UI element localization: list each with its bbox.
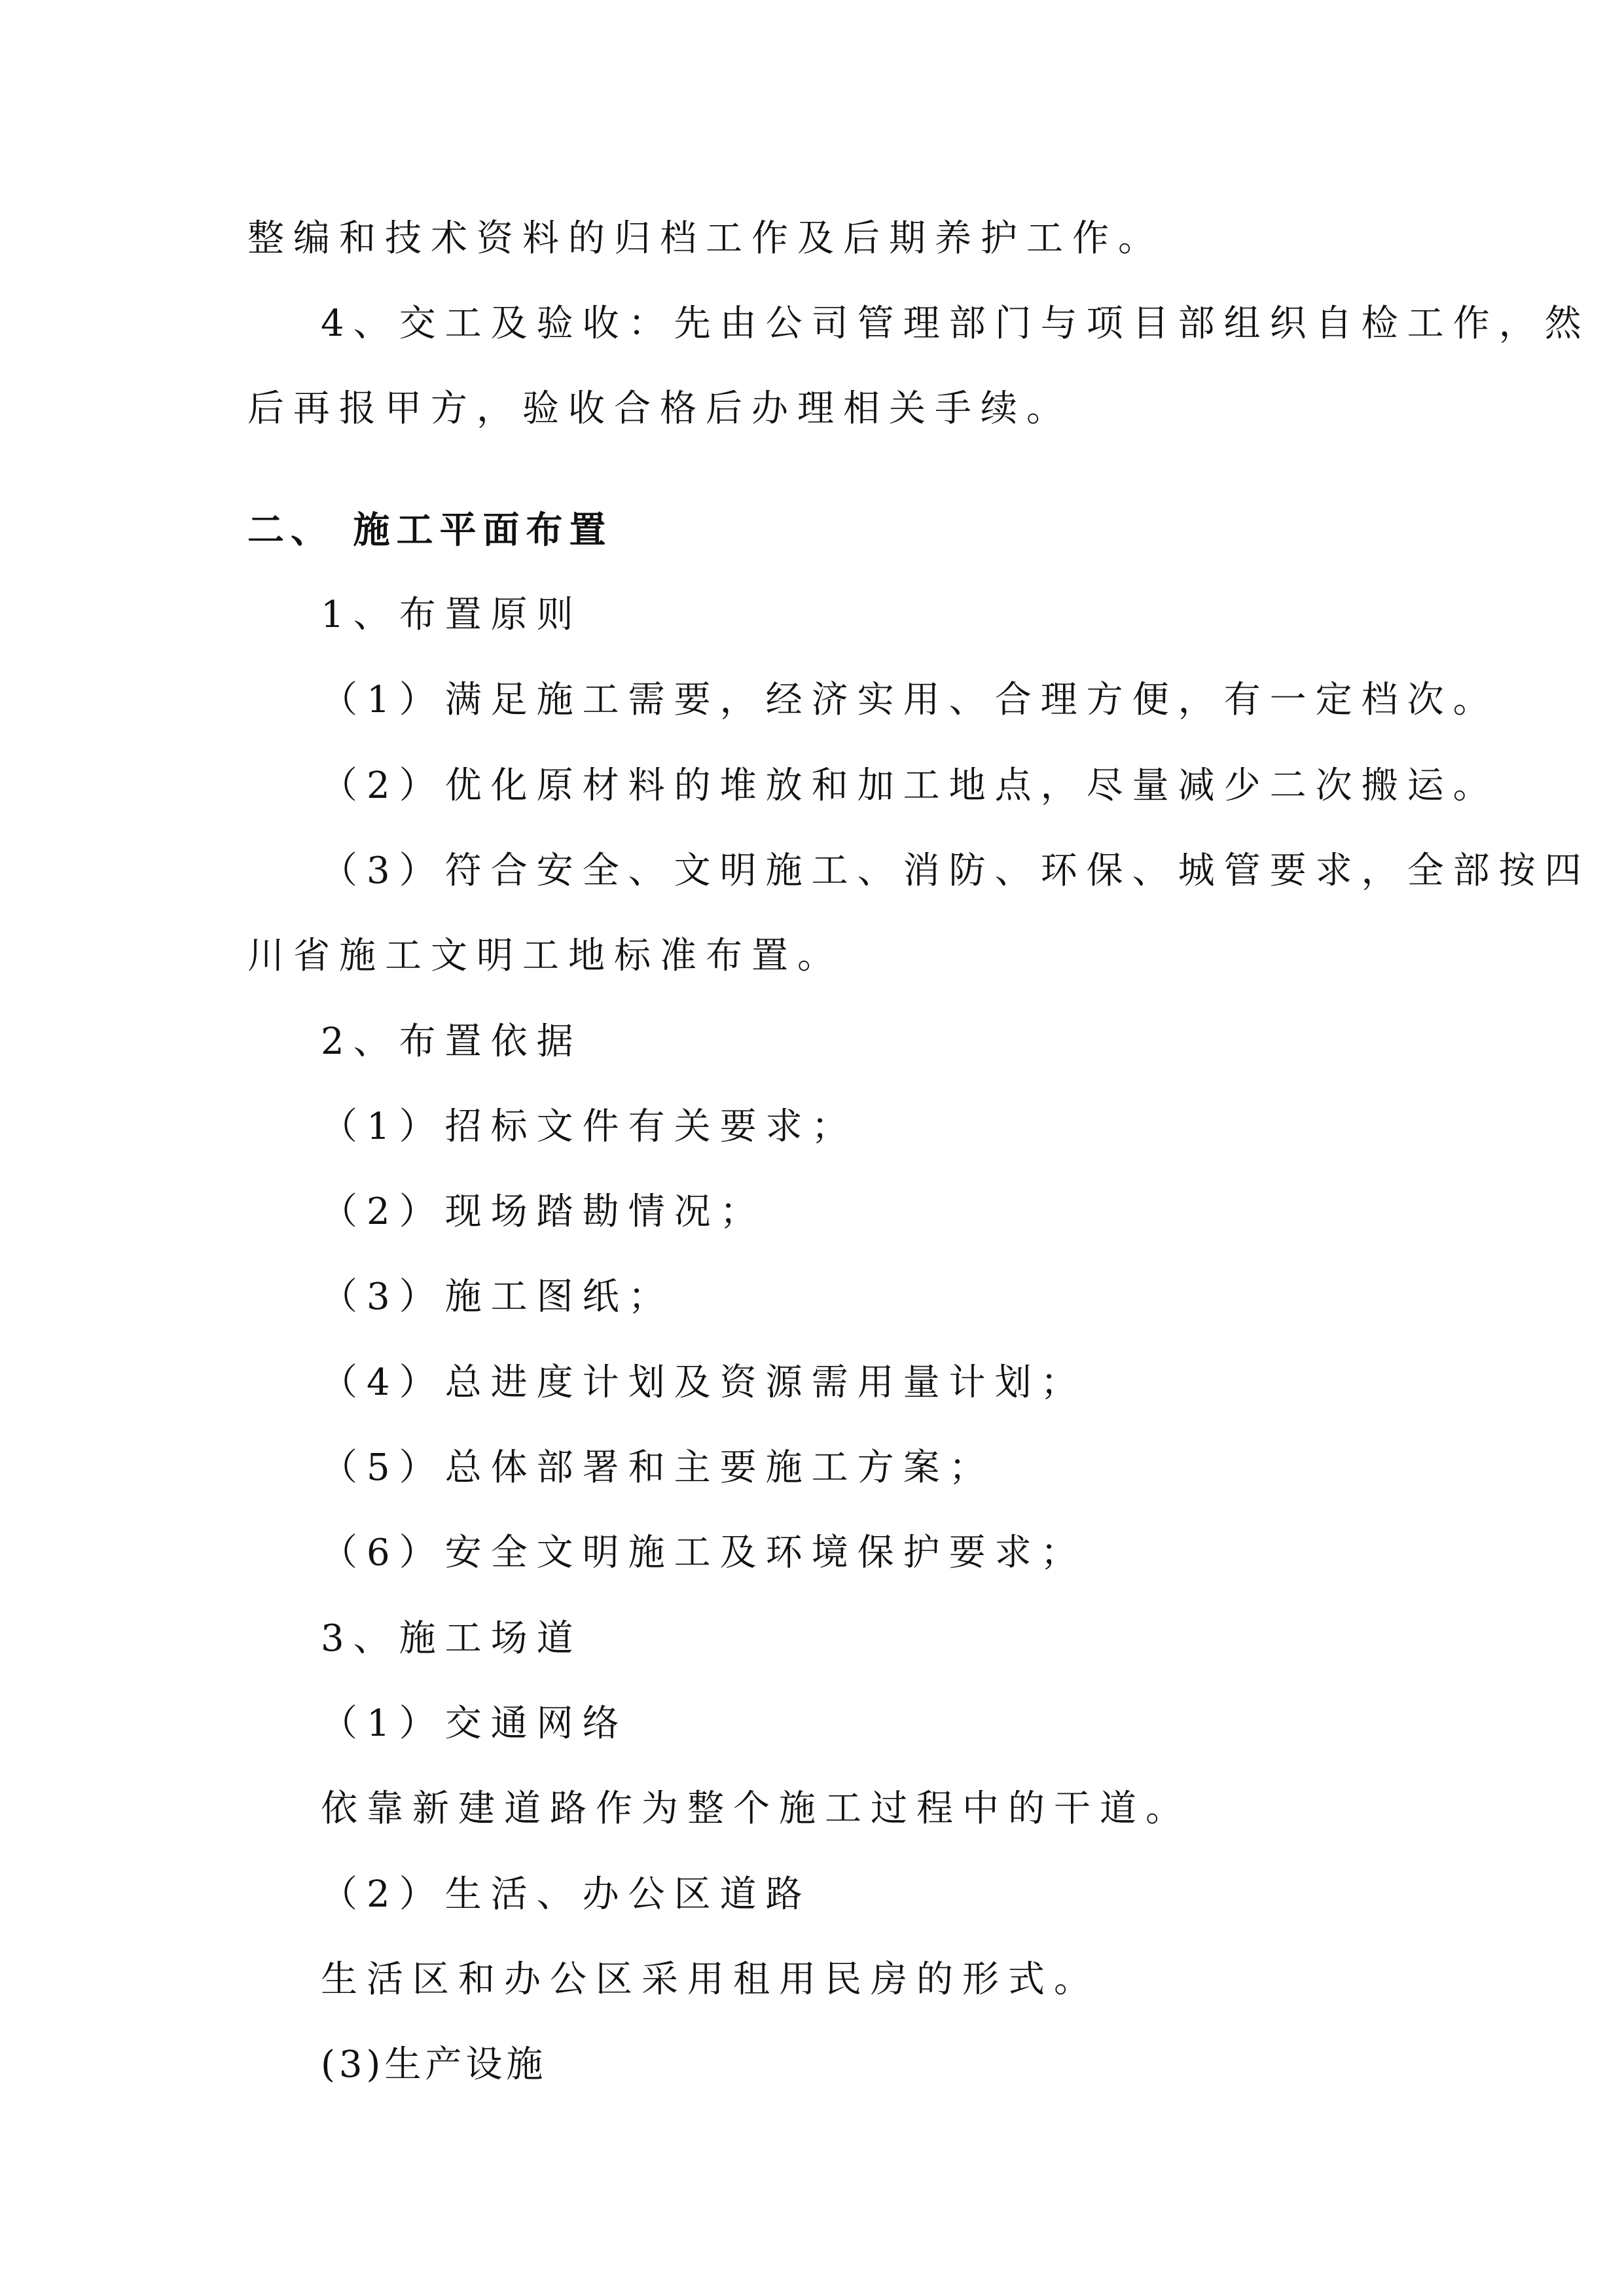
- paragraph-line: 依靠新建道路作为整个施工过程中的干道。: [321, 1787, 1191, 1830]
- list-item: （1）招标文件有关要求；: [321, 1105, 857, 1148]
- list-item: （3）符合安全、文明施工、消防、环保、城管要求，全部按四: [321, 850, 1591, 892]
- list-item: （3）施工图纸；: [321, 1276, 674, 1318]
- list-item: （2）生活、办公区道路: [321, 1873, 812, 1916]
- list-item: (3)生产设施: [321, 2043, 547, 2086]
- subsection-heading: 2、布置依据: [321, 1020, 583, 1063]
- paragraph-line: 生活区和办公区采用租用民房的形式。: [321, 1958, 1100, 2001]
- list-item: （1）交通网络: [321, 1702, 628, 1745]
- list-item: （1）满足施工需要，经济实用、合理方便，有一定档次。: [321, 679, 1499, 721]
- subsection-heading: 3、施工场道: [321, 1617, 583, 1660]
- list-item: （4）总进度计划及资源需用量计划；: [321, 1361, 1087, 1404]
- list-item: （5）总体部署和主要施工方案；: [321, 1446, 995, 1489]
- list-item: （6）安全文明施工及环境保护要求；: [321, 1532, 1087, 1574]
- section-heading: 二、 施工平面布置: [247, 509, 613, 552]
- list-item-continuation: 川省施工文明工地标准布置。: [247, 935, 843, 977]
- list-item: （2）现场踏勘情况；: [321, 1191, 766, 1233]
- subsection-heading: 1、布置原则: [321, 594, 583, 636]
- paragraph-line: 整编和技术资料的归档工作及后期养护工作。: [247, 217, 1164, 260]
- paragraph-line: 后再报甲方，验收合格后办理相关手续。: [247, 387, 1072, 430]
- paragraph-line: 4、交工及验收：先由公司管理部门与项目部组织自检工作，然: [321, 302, 1591, 345]
- list-item: （2）优化原材料的堆放和加工地点，尽量减少二次搬运。: [321, 764, 1499, 807]
